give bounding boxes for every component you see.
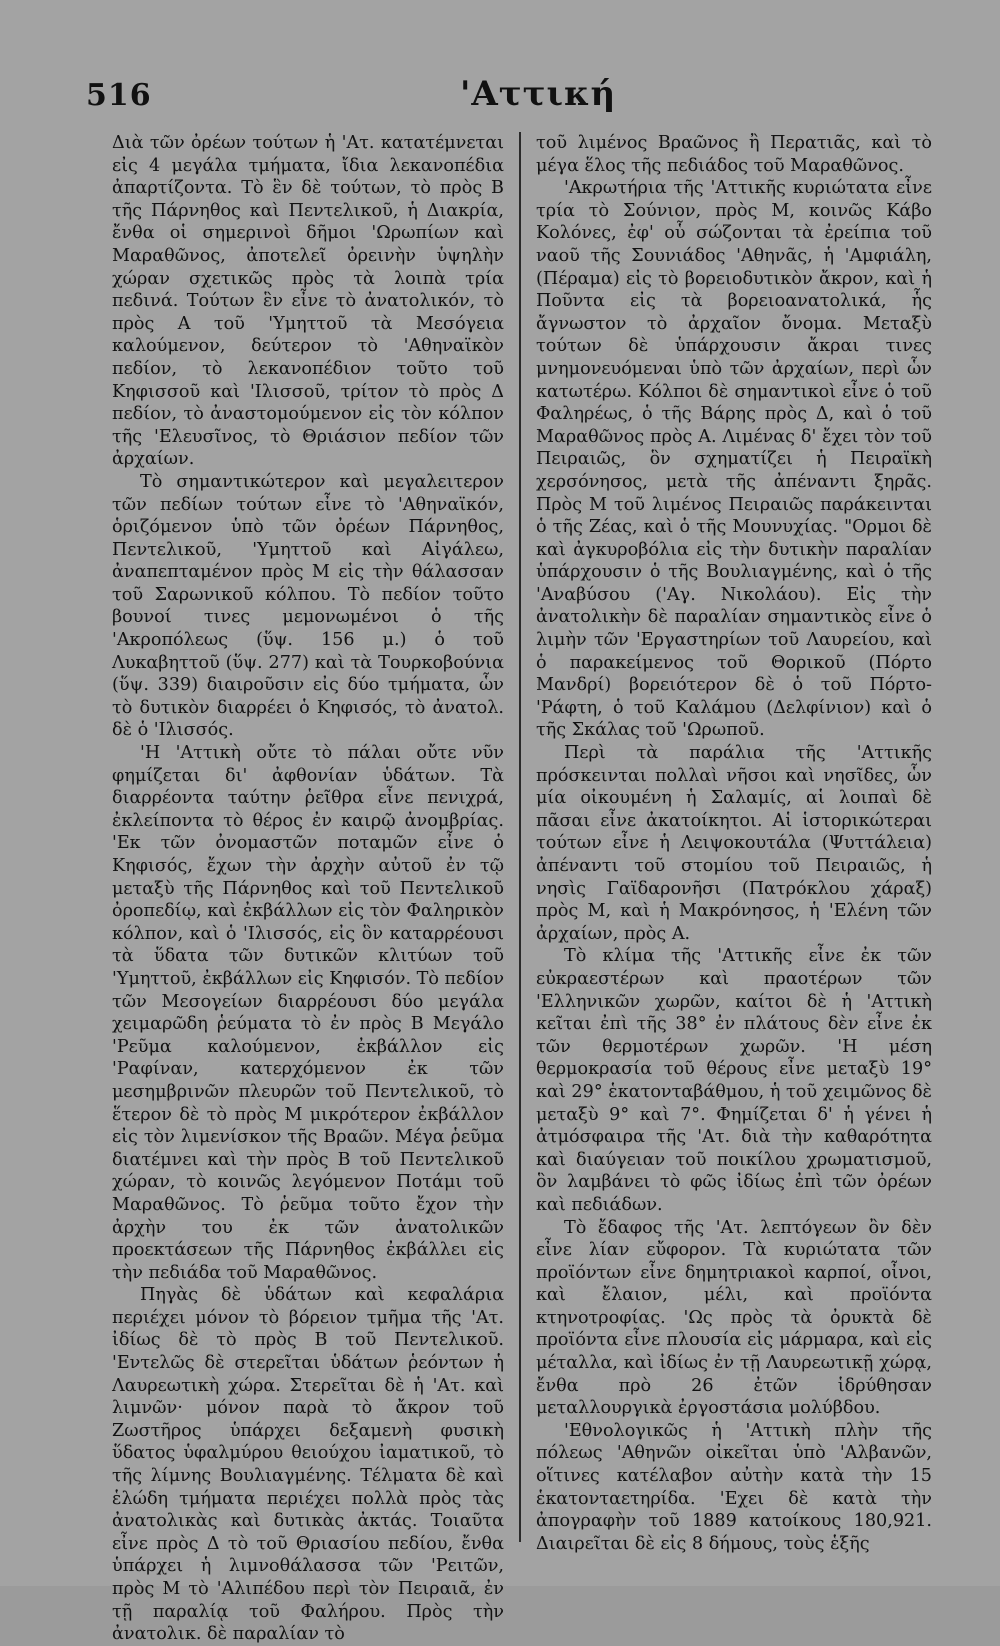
right-column [536, 132, 932, 1555]
page-header [0, 70, 1000, 130]
paragraph: Πηγὰς δὲ ὑδάτων καὶ κεφαλάρια περιέχει μόνον τὸ βόρειον τμῆμα τῆς 'Ατ. ἰδίως δὲ τὸ πρὸς Β τοῦ Πεντελικοῦ. 'Εντελῶς δὲ στερεῖται ὑδάτων ῥεόντων ἡ Λαυρεωτικὴ χώρα. Στερεῖται δὲ ἡ 'Ατ. καὶ λιμνῶν· μόνον παρὰ τὸ ἄκρον τοῦ Ζωστῆρος ὑπάρχει δεξαμενὴ φυσικὴ ὕδατος ὑφαλμύρου θειούχου ἰαματικοῦ, τὸ τῆς λίμνης Βουλιαγμένης. Τέλματα δὲ καὶ ἑλώδη τμήματα περιέχει πολλὰ πρὸς τὰς ἀνατολικὰς καὶ δυτικὰς ἀκτάς. Τοιαῦτα εἶνε πρὸς Δ τὸ τοῦ Θριασίου πεδίου, ἔνθα ὑπάρχει ἡ λιμνοθάλασσα τῶν 'Ρειτῶν, πρὸς Μ τὸ 'Αλιπέδου περὶ τὸν Πειραιᾶ, ἐν τῇ παραλίᾳ τοῦ Φαλήρου. Πρὸς τὴν ἀνατολικ. δὲ παραλίαν τὸ [112, 1285, 504, 1645]
paragraph: τοῦ λιμένος Βραῶνος ἢ Περατιᾶς, καὶ τὸ μέγα ἕλος τῆς πεδιάδος τοῦ Μαραθῶνος. [536, 133, 932, 176]
paragraph: 'Ακρωτήρια τῆς 'Αττικῆς κυριώτατα εἶνε τρία τὸ Σούνιον, πρὸς Μ, κοινῶς Κάβο Κολόνες, ἐφ' οὗ σώζονται τὰ ἐρείπια τοῦ ναοῦ τῆς Σουνιάδος 'Αθηνᾶς, ἡ 'Αμφιάλη, (Πέραμα) εἰς τὸ βορειοδυτικὸν ἄκρον, καὶ ἡ Ποῦντα εἰς τὰ βορειοανατολικά, ἧς ἄγνωστον τὸ ἀρχαῖον ὄνομα. Μεταξὺ τούτων δὲ ὑπάρχουσιν ἄκραι τινες μνημονευόμεναι ὑπὸ τῶν ἀρχαίων, περὶ ὧν κατωτέρω. Κόλποι δὲ σημαντικοὶ εἶνε ὁ τοῦ Φαληρέως, ὁ τῆς Βάρης πρὸς Δ, καὶ ὁ τοῦ Μαραθῶνος πρὸς Α. Λιμένας δ' ἔχει τὸν τοῦ Πειραιῶς, ὃν σχηματίζει ἡ Πειραϊκὴ χερσόνησος, μετὰ τῆς ἀπέναντι ξηρᾶς. Πρὸς Μ τοῦ λιμένος Πειραιῶς παράκεινται ὁ τῆς Ζέας, καὶ ὁ τῆς Μουνυχίας. "Ορμοι δὲ καὶ ἀγκυροβόλια εἰς τὴν δυτικὴν παραλίαν ὑπάρχουσιν ὁ τῆς Βουλιαγμένης, καὶ ὁ τῆς 'Αναβύσου ('Αγ. Νικολάου). Εἰς τὴν ἀνατολικὴν δὲ παραλίαν σημαντικὸς εἶνε ὁ λιμὴν τῶν 'Εργαστηρίων τοῦ Λαυρείου, καὶ ὁ παρακείμενος τοῦ Θορικοῦ (Πόρτο Μανδρί) βορειότερον δὲ ὁ τοῦ Πόρτο-'Ράφτη, ὁ τοῦ Καλάμου (Δελφίνιον) καὶ ὁ τῆς Σκάλας τοῦ 'Ωρωποῦ. [536, 178, 932, 741]
paragraph: Τὸ ἔδαφος τῆς 'Ατ. λεπτόγεων ὂν δὲν εἶνε λίαν εὔφορον. Τὰ κυριώτατα τῶν προϊόντων εἶνε δημητριακοὶ καρποί, οἶνοι, καὶ ἔλαιον, μέλι, καὶ προϊόντα κτηνοτροφίας. 'Ως πρὸς τὰ ὀρυκτὰ δὲ προϊόντα εἶνε πλουσία εἰς μάρμαρα, καὶ εἰς μέταλλα, καὶ ἰδίως ἐν τῇ Λαυρεωτικῇ χώρᾳ, ἔνθα πρὸ 26 ἐτῶν ἱδρύθησαν μεταλλουργικὰ ἐργοστάσια μολύβδου. [536, 1217, 932, 1419]
left-column [112, 132, 504, 1646]
paragraph: Περὶ τὰ παράλια τῆς 'Αττικῆς πρόσκεινται πολλαὶ νῆσοι καὶ νησῖδες, ὧν μία οἰκουμένη ἡ Σαλαμίς, αἱ λοιπαὶ δὲ πᾶσαι εἶνε ἀκατοίκητοι. Αἱ ἱστορικώτεραι τούτων εἶνε ἡ Λειψοκουτάλα (Ψυττάλεια) ἀπέναντι τοῦ στομίου τοῦ Πειραιῶς, ἡ νησὶς Γαϊδαρονῆσι (Πατρόκλου χάραξ) πρὸς Μ, καὶ ἡ Μακρόνησος, ἡ 'Ελένη τῶν ἀρχαίων, πρὸς Α. [536, 743, 932, 944]
paragraph: Διὰ τῶν ὀρέων τούτων ἡ 'Ατ. κατατέμνεται εἰς 4 μεγάλα τμήματα, ἴδια λεκανοπέδια ἀπαρτίζοντα. Τὸ ἓν δὲ τούτων, τὸ πρὸς Β τῆς Πάρνηθος καὶ Πεντελικοῦ, ἡ Διακρία, ἔνθα οἱ σημερινοὶ δῆμοι 'Ωρωπίων καὶ Μαραθῶνος, ἀποτελεῖ ὀρεινὴν ὑψηλὴν χώραν σχετικῶς πρὸς τὰ λοιπὰ τρία πεδινά. Τούτων ἓν εἶνε τὸ ἀνατολικόν, τὸ πρὸς Α τοῦ 'Υμηττοῦ τὰ Μεσόγεια καλούμενον, δεύτερον τὸ 'Αθηναϊκὸν πεδίον, τὸ λεκανοπέδιον τοῦτο τοῦ Κηφισσοῦ καὶ 'Ιλισσοῦ, τρίτον τὸ πρὸς Δ πεδίον, τὸ ἀναστομούμενον εἰς τὸν κόλπον τῆς 'Ελευσῖνος, τὸ Θριάσιον πεδίον τῶν ἀρχαίων. [112, 133, 504, 470]
running-title: 'Αττική [460, 74, 617, 114]
paragraph: Τὸ κλίμα τῆς 'Αττικῆς εἶνε ἐκ τῶν εὐκραεστέρων καὶ πραοτέρων τῶν 'Ελληνικῶν χωρῶν, καίτοι δὲ ἡ 'Αττικὴ κεῖται ἐπὶ τῆς 38° ἐν πλάτους δὲν εἶνε ἐκ τῶν θερμοτέρων χωρῶν. 'Η μέση θερμοκρασία τοῦ θέρους εἶνε μεταξὺ 19° καὶ 29° ἑκατονταβάθμου, ἡ τοῦ χειμῶνος δὲ μεταξὺ 9° καὶ 7°. Φημίζεται δ' ἡ γένει ἡ ἀτμόσφαιρα τῆς 'Ατ. διὰ τὴν καθαρότητα καὶ διαύγειαν τοῦ ποικίλου χρωματισμοῦ, ὃν λαμβάνει τὸ φῶς ἰδίως ἐπὶ τῶν ὀρέων καὶ πεδιάδων. [536, 946, 932, 1215]
paragraph: Τὸ σημαντικώτερον καὶ μεγαλειτερον τῶν πεδίων τούτων εἶνε τὸ 'Αθηναϊκόν, ὁριζόμενον ὑπὸ τῶν ὀρέων Πάρνηθος, Πεντελικοῦ, 'Υμηττοῦ καὶ Αἰγάλεω, ἀναπεπταμένον πρὸς Μ εἰς τὴν θάλασσαν τοῦ Σαρωνικοῦ κόλπου. Τὸ πεδίον τοῦτο βουνοί τινες μεμονωμένοι ὁ τῆς 'Ακροπόλεως (ὕψ. 156 μ.) ὁ τοῦ Λυκαβηττοῦ (ὕψ. 277) καὶ τὰ Τουρκοβούνια (ὕψ. 339) διαιροῦσιν εἰς δύο τμήματα, ὧν τὸ δυτικὸν διαρρέει ὁ Κηφισός, τὸ ἀνατολ. δὲ ὁ 'Ιλισσός. [112, 471, 504, 741]
column-divider [519, 132, 521, 1542]
paragraph: 'Εθνολογικῶς ἡ 'Αττικὴ πλὴν τῆς πόλεως 'Αθηνῶν οἰκεῖται ὑπὸ 'Αλβανῶν, οἵτινες κατέλαβον αὐτὴν κατὰ τὴν 15 ἑκατονταετηρίδα. 'Εχει δὲ κατὰ τὴν ἀπογραφὴν τοῦ 1889 κατοίκους 180,921. Διαιρεῖται δὲ εἰς 8 δήμους, τοὺς ἑξῆς [536, 1420, 932, 1554]
page-number: 516 [86, 78, 152, 113]
paragraph: 'Η 'Αττικὴ οὔτε τὸ πάλαι οὔτε νῦν φημίζεται δι' ἀφθονίαν ὑδάτων. Τὰ διαρρέοντα ταύτην ῥεῖθρα εἶνε πενιχρά, ἐκλείποντα τὸ θέρος ἐν καιρῷ ἀνομβρίας. 'Εκ τῶν ὀνομαστῶν ποταμῶν εἶνε ὁ Κηφισός, ἔχων τὴν ἀρχὴν αὐτοῦ ἐν τῷ μεταξὺ τῆς Πάρνηθος καὶ τοῦ Πεντελικοῦ ὀροπεδίῳ, καὶ ἐκβάλλων εἰς τὸν Φαληρικὸν κόλπον, καὶ ὁ 'Ιλισσός, εἰς ὃν καταρρέουσι τὰ ὕδατα τῶν δυτικῶν κλιτύων τοῦ 'Υμηττοῦ, ἐκβάλλων εἰς Κηφισόν. Τὸ πεδίον τῶν Μεσογείων διαρρέουσι δύο μεγάλα χειμαρῶδη ῥεύματα τὸ ἐν πρὸς Β Μεγάλο 'Ρεῦμα καλούμενον, ἐκβάλλον εἰς 'Ραφίναν, κατερχόμενον ἐκ τῶν μεσημβρινῶν πλευρῶν τοῦ Πεντελικοῦ, τὸ ἕτερον δὲ τὸ πρὸς Μ μικρότερον ἐκβάλλον εἰς τὸν λιμενίσκον τῆς Βραῶν. Μέγα ῥεῦμα διατέμνει καὶ τὴν πρὸς Β τοῦ Πεντελικοῦ χώραν, τὸ κοινῶς λεγόμενον Ποτάμι τοῦ Μαραθῶνος. Τὸ ῥεῦμα τοῦτο ἔχον τὴν ἀρχὴν του ἐκ τῶν ἀνατολικῶν προεκτάσεων τῆς Πάρνηθος ἐκβάλλει εἰς τὴν πεδιάδα τοῦ Μαραθῶνος. [112, 743, 505, 1283]
